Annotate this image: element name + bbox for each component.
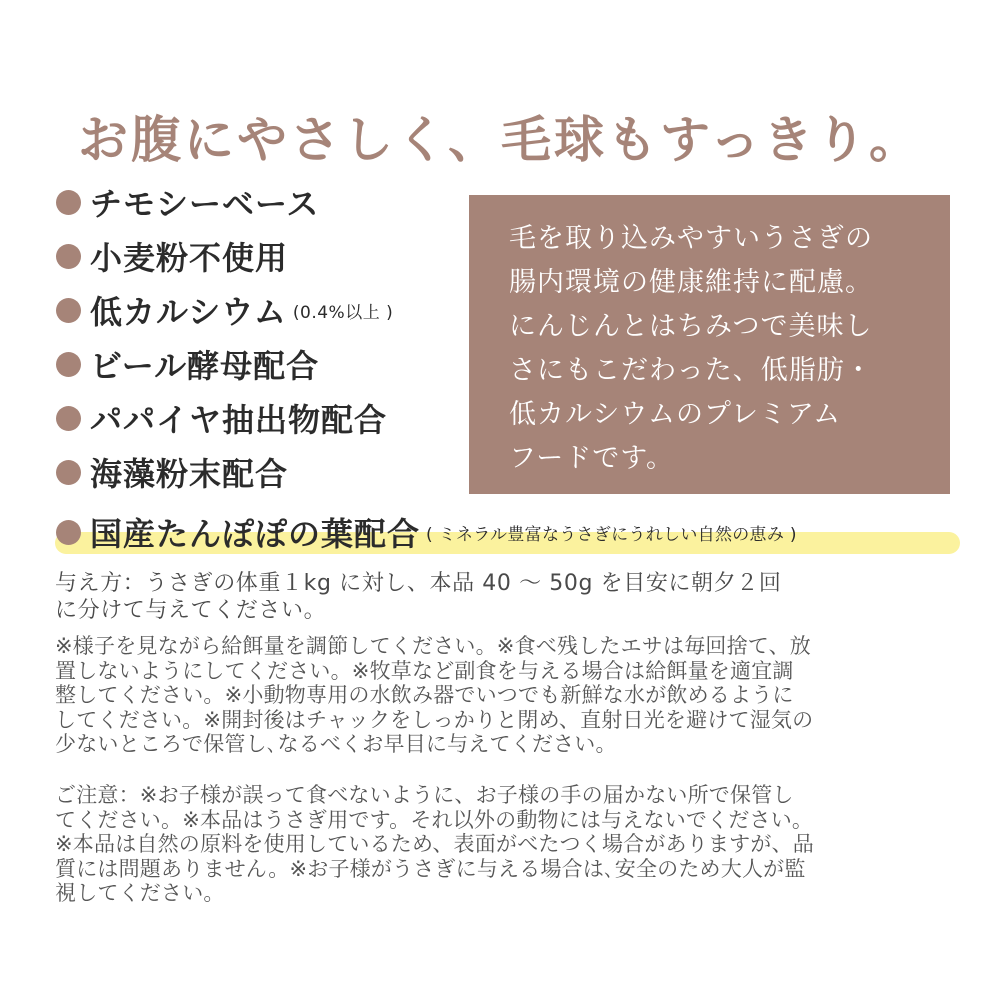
description-line: フードです。 <box>509 443 675 474</box>
care-note-line: ※様子を見ながら給餌量を調節してください。※食べ残したエサは毎回捨て、放 <box>55 634 811 658</box>
caution-notes <box>55 783 955 906</box>
description-line: 低カルシウムのプレミアム <box>509 399 842 430</box>
caution-line: 視してください。 <box>55 881 225 905</box>
feature-item <box>56 505 956 559</box>
feature-label: チモシーベース <box>90 185 320 223</box>
care-note-line: 少ないところで保管し､なるべくお早目に与えてください。 <box>55 732 617 756</box>
bullet-dot-icon <box>56 520 81 545</box>
caution-line: てください。※本品はうさぎ用です。それ以外の動物には与えないでください。 <box>55 807 814 832</box>
usage-line: 与え方：うさぎの体重１kg に対し、本品 40 〜 50g を目安に朝夕２回 <box>55 571 782 596</box>
feature-note: ( ミネラル豊富なうさぎにうれしい自然の恵み ) <box>426 524 797 545</box>
feature-label: パパイヤ抽出物配合 <box>90 401 388 439</box>
feature-list-last <box>56 505 956 559</box>
feature-label: 小麦粉不使用 <box>90 239 289 277</box>
description-line: 毛を取り込みやすいうさぎの <box>509 223 873 254</box>
description-box <box>469 195 950 494</box>
caution-line: ※本品は自然の原料を使用しているため、表面がべたつく場合がありますが、品 <box>55 832 814 856</box>
caution-line: ご注意：※お子様が誤って食べないように、お子様の手の届かない所で保管し <box>55 783 794 807</box>
bullet-dot-icon <box>56 298 81 323</box>
description-line: 腸内環境の健康維持に配慮。 <box>509 267 873 298</box>
usage-line: に分けて与えてください。 <box>55 598 327 623</box>
feature-label: ビール酵母配合 <box>90 347 320 385</box>
description-line: にんじんとはちみつで美味し <box>509 311 873 342</box>
feature-label: 国産たんぽぽの葉配合 <box>90 515 421 553</box>
bullet-dot-icon <box>56 460 81 485</box>
bullet-dot-icon <box>56 406 81 431</box>
feature-label: 低カルシウム <box>90 293 287 331</box>
bullet-dot-icon <box>56 352 81 377</box>
headline: お腹にやさしく、毛球もすっきり。 <box>78 111 922 169</box>
description-line: さにもこだわった、低脂肪・ <box>509 355 873 386</box>
caution-line: 質には問題ありません。※お子様がうさぎに与える場合は､安全のため大人が監 <box>55 856 806 881</box>
feature-label: 海藻粉末配合 <box>90 455 289 493</box>
care-note-line: 置しないようにしてください。※牧草など副食を与える場合は給餌量を適宜調 <box>55 658 794 683</box>
bullet-dot-icon <box>56 190 81 215</box>
bullet-dot-icon <box>56 244 81 269</box>
feature-note: (0.4%以上 ) <box>292 302 394 323</box>
usage-instructions <box>55 570 955 624</box>
care-note-line: してください。※開封後はチャックをしっかりと閉め、直射日光を避けて湿気の <box>55 707 814 732</box>
care-notes <box>55 634 955 757</box>
care-note-line: 整してください。※小動物専用の水飲み器でいつでも新鮮な水が飲めるように <box>55 683 794 707</box>
